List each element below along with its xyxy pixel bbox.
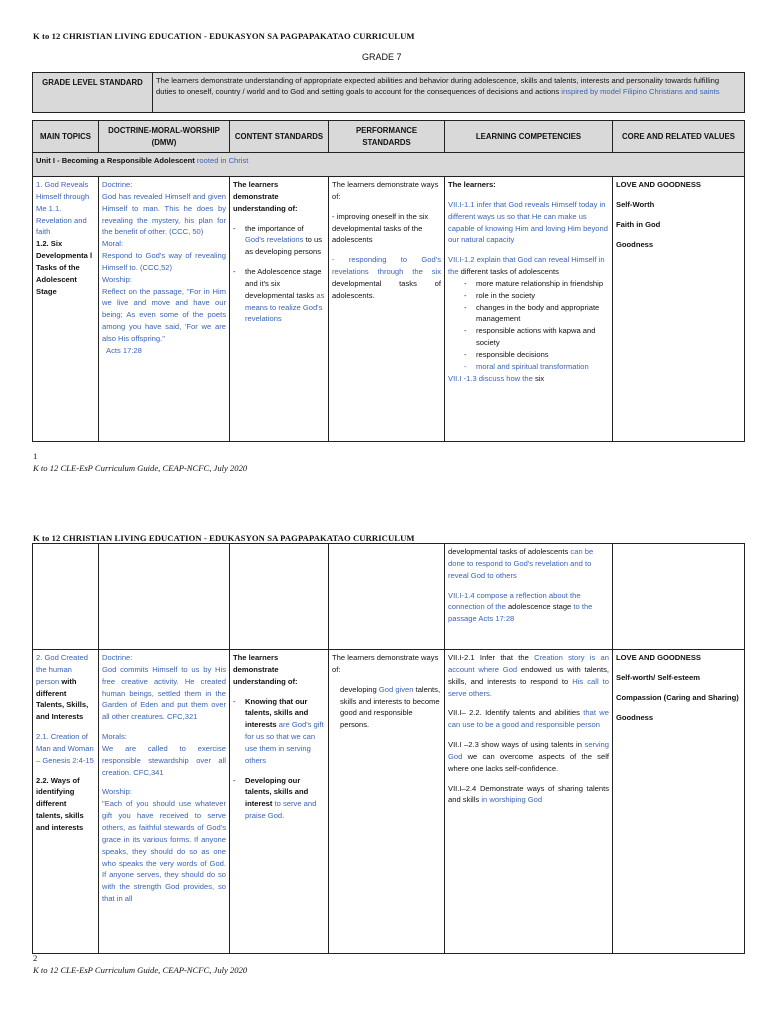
learning-competencies-cell bbox=[445, 177, 613, 442]
document-title: K to 12 CHRISTIAN LIVING EDUCATION - EDUKASYON SA PAGPAPAKATAO CURRICULUM bbox=[33, 31, 415, 41]
grade-level-standard-table bbox=[32, 72, 745, 113]
competency-item: VII.I-1.1 infer that God reveals Himself today in different ways us so that He can make us capable of knowing Him and loving Him beyond our natural capacity bbox=[448, 199, 608, 245]
value-item: Goodness bbox=[616, 239, 654, 249]
performance-item: - responding to God's revelations through the six developmental tasks of adolescents. bbox=[332, 255, 441, 300]
doctrine-text: God has revealed Himself and given Himself to man. This he does by revealing the mystery, his plan for the benefit of other. (CCC, 50) bbox=[102, 191, 226, 237]
unit-title: Unit I - Becoming a Responsible Adolescent rooted in Christ bbox=[33, 153, 745, 177]
column-header-dmw: DOCTRINE-MORAL-WORSHIP (DMW) bbox=[99, 121, 230, 153]
topic-title: 1. God Reveals Himself through Me 1.1. Revelation and faith bbox=[36, 180, 90, 237]
column-header-performance-standards: PERFORMANCE STANDARDS bbox=[329, 121, 445, 153]
learning-competencies-cell bbox=[445, 650, 613, 954]
topic-subtitle: 2.2. Ways of identifying different talents, skills and interests bbox=[36, 775, 84, 832]
standard-text: The learners demonstrate understanding of appropriate expected abilities and behavior during adolescence, skills and talents, interests and personality towards fulfilling duties to oneself, country / world and to God and setting goals to account for the consequences of decisions and actions inspired by model Filipino Christians and saints bbox=[153, 73, 745, 113]
topic-subtitle: 1.2. Six Developmenta l Tasks of the Adolescent Stage bbox=[36, 239, 93, 296]
content-item: - the Adolescence stage and it's six developmental tasks as means to realize God's revelations bbox=[233, 266, 325, 325]
value-item: Faith in God bbox=[616, 219, 661, 229]
competency-subitem: - role in the society bbox=[464, 290, 609, 302]
content-standards-cell bbox=[230, 177, 329, 442]
column-header-core-values: CORE AND RELATED VALUES bbox=[613, 121, 745, 153]
value-heading: LOVE AND GOODNESS bbox=[616, 653, 701, 662]
value-item: Compassion (Caring and Sharing) bbox=[616, 692, 739, 702]
dmw-cell bbox=[99, 650, 230, 954]
content-standards-cell bbox=[230, 650, 329, 954]
worship-text: "Each of you should use whatever gift you have received to serve others, as faithful stewards of God's grace in its various forms. If anyone speaks, they should do so as one who speaks the very words of God. If anyone serves, they should do so with the strength God provides, so that in all bbox=[102, 799, 226, 904]
doctrine-label: Doctrine: bbox=[102, 653, 133, 662]
worship-reference: Acts 17:28 bbox=[106, 345, 142, 355]
worship-label: Worship: bbox=[102, 787, 132, 797]
performance-item: - improving oneself in the six developmental tasks of the adolescents bbox=[332, 211, 429, 245]
doctrine-label: Doctrine: bbox=[102, 180, 133, 189]
page-number: 1 bbox=[33, 451, 38, 461]
competencies-intro: The learners: bbox=[448, 180, 496, 189]
core-values-cell bbox=[613, 177, 745, 442]
content-item: - Knowing that our talents, skills and interests are God's gift for us so that we can use them in serving others bbox=[233, 696, 325, 767]
page-number: 2 bbox=[33, 953, 38, 963]
moral-label: Morals: bbox=[102, 732, 127, 742]
column-header-learning-competencies: LEARNING COMPETENCIES bbox=[445, 121, 613, 153]
competency-subitem: - changes in the body and appropriate management bbox=[464, 302, 609, 326]
value-item: Self-Worth bbox=[616, 199, 655, 209]
competency-item: VII.I-1.4 compose a reflection about the connection of the adolescence stage to the passage Acts 17:28 bbox=[448, 590, 593, 624]
content-standards-cell bbox=[230, 544, 329, 650]
competency-item: developmental tasks of adolescents can be done to respond to God's revelation and to reveal God to others bbox=[448, 547, 594, 580]
page-footer: K to 12 CLE-EsP Curriculum Guide, CEAP-NCFC, July 2020 bbox=[33, 965, 248, 975]
performance-standards-cell bbox=[329, 177, 445, 442]
curriculum-table-page-2 bbox=[32, 543, 745, 954]
topic-subtitle: 2.1. Creation of Man and Woman – Genesis 2:4-15 bbox=[36, 732, 94, 765]
core-values-cell bbox=[613, 544, 745, 650]
worship-label: Worship: bbox=[102, 274, 132, 284]
main-topic-cell bbox=[33, 177, 99, 442]
performance-item: developing God given talents, skills and interests to become good and responsible persons. bbox=[340, 684, 441, 730]
performance-standards-cell bbox=[329, 650, 445, 954]
value-item: Goodness bbox=[616, 712, 654, 722]
performance-standards-cell bbox=[329, 544, 445, 650]
competency-item: VII.I– 2.2. Identify talents and abilities that we can use to be a good and responsible person bbox=[448, 708, 610, 730]
performance-intro: The learners demonstrate ways of: bbox=[332, 653, 439, 674]
content-item: - Developing our talents, skills and interest to serve and praise God. bbox=[233, 775, 325, 822]
main-topic-cell bbox=[33, 544, 99, 650]
competency-item: VII.I -1.3 discuss how the six bbox=[448, 373, 545, 383]
column-header-content-standards: CONTENT STANDARDS bbox=[230, 121, 329, 153]
worship-text: Reflect on the passage, "For in Him we live and move and have our being; As even some of the poets among you have said, 'For we are also His offspring." bbox=[102, 286, 226, 343]
content-item: - the importance of God's revelations to us as developing persons bbox=[233, 223, 325, 259]
moral-label: Moral: bbox=[102, 239, 124, 249]
page-footer: K to 12 CLE-EsP Curriculum Guide, CEAP-NCFC, July 2020 bbox=[33, 463, 248, 473]
document-title: K to 12 CHRISTIAN LIVING EDUCATION - EDUKASYON SA PAGPAPAKATAO CURRICULUM bbox=[33, 533, 415, 543]
value-heading: LOVE AND GOODNESS bbox=[616, 180, 701, 189]
content-intro: The learners demonstrate understanding of: bbox=[233, 180, 298, 213]
competency-subitem: - responsible decisions bbox=[464, 349, 609, 361]
column-header-main-topics: MAIN TOPICS bbox=[33, 121, 99, 153]
value-item: Self-worth/ Self-esteem bbox=[616, 672, 700, 682]
grade-label: GRADE 7 bbox=[362, 52, 402, 62]
topic-title: 2. God Created the human person with different Talents, Skills, and Interests bbox=[36, 653, 89, 722]
competency-subitem: - more mature relationship in friendship bbox=[464, 278, 609, 290]
dmw-cell bbox=[99, 177, 230, 442]
moral-text: Respond to God's way of revealing Himself to. (CCC,52) bbox=[102, 251, 226, 272]
moral-text: We are called to exercise responsible stewardship over all creation. CFC,341 bbox=[102, 743, 226, 777]
competency-subitem: - moral and spiritual transformation bbox=[464, 361, 609, 373]
competency-subitem: - responsible actions with kapwa and society bbox=[464, 325, 609, 349]
learning-competencies-cell bbox=[445, 544, 613, 650]
curriculum-table-page-1 bbox=[32, 120, 745, 442]
content-intro: The learners demonstrate understanding of: bbox=[233, 653, 298, 686]
competency-item: VII.I-1.2 explain that God can reveal Himself in the different tasks of adolescents bbox=[448, 255, 605, 277]
competency-item: VII.I-2.1 Infer that the Creation story is an account where God endowed us with talents, skills, and interests to respond to His call to serve others. bbox=[448, 653, 609, 698]
main-topic-cell bbox=[33, 650, 99, 954]
performance-intro: The learners demonstrate ways of: bbox=[332, 180, 439, 201]
doctrine-text: God commits Himself to us by His free creative activity. He created human beings, settled them in the Garden of Eden and put them over all other creatures. CFC,321 bbox=[102, 664, 226, 722]
dmw-cell bbox=[99, 544, 230, 650]
standard-label: GRADE LEVEL STANDARD bbox=[33, 73, 153, 113]
competency-item: VII.I–2.4 Demonstrate ways of sharing talents and skills in worshiping God bbox=[448, 783, 609, 805]
competency-item: VII.I –2.3 show ways of using talents in serving God we can overcome aspects of the self where one lacks self-confidence. bbox=[448, 740, 609, 773]
core-values-cell bbox=[613, 650, 745, 954]
